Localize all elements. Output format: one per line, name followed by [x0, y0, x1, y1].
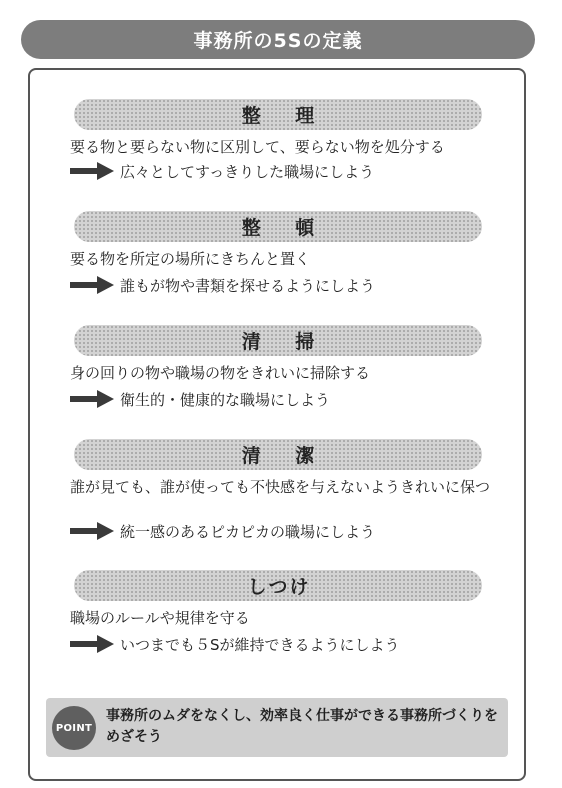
- page-title: 事務所の5Sの定義: [193, 30, 363, 52]
- point-box: [46, 698, 508, 757]
- right-arrow-icon: [70, 390, 114, 408]
- point-text: 事務所のムダをなくし、効率良く仕事ができる事務所づくりをめざそう: [106, 708, 498, 745]
- section-goal: [70, 387, 330, 411]
- section-goal-text: いつまでも５Sが維持できるようにしよう: [120, 635, 400, 654]
- section-heading: 整 理: [241, 105, 329, 127]
- point-badge-label: POINT: [55, 722, 93, 734]
- title-banner: [21, 20, 535, 59]
- right-arrow-icon: [70, 635, 114, 653]
- section-description: 職場のルールや規律を守る: [70, 609, 250, 627]
- section-goal-text: 広々としてすっきりした職場にしよう: [120, 162, 375, 181]
- section-heading-pill: [74, 570, 482, 601]
- section-goal-text: 衛生的・健康的な職場にしよう: [120, 390, 331, 409]
- section-goal: [70, 273, 375, 297]
- section-description: 要る物と要らない物に区別して、要らない物を処分する: [70, 138, 445, 156]
- section-heading-pill: [74, 211, 482, 242]
- section-goal-text: 統一感のあるピカピカの職場にしよう: [120, 522, 376, 541]
- point-badge: [52, 706, 96, 750]
- section-heading-pill: [74, 439, 482, 470]
- section-heading-pill: [74, 99, 482, 130]
- section-goal-text: 誰もが物や書類を探せるようにしよう: [120, 276, 376, 295]
- section-goal: [70, 159, 374, 183]
- right-arrow-icon: [70, 162, 114, 180]
- section-heading: しつけ: [247, 576, 311, 598]
- right-arrow-icon: [70, 522, 114, 540]
- section-heading: 整 頓: [241, 217, 329, 239]
- section-goal: [70, 519, 375, 543]
- section-description: 要る物を所定の場所にきちんと置く: [70, 250, 311, 268]
- section-heading: 清 掃: [241, 331, 329, 353]
- section-description: 身の回りの物や職場の物をきれいに掃除する: [70, 364, 371, 382]
- section-description: 誰が見ても、誰が使っても不快感を与えないようきれいに保つ: [70, 478, 491, 496]
- right-arrow-icon: [70, 276, 114, 294]
- section-heading: 清 潔: [241, 445, 329, 467]
- section-goal: [70, 632, 400, 656]
- section-heading-pill: [74, 325, 482, 356]
